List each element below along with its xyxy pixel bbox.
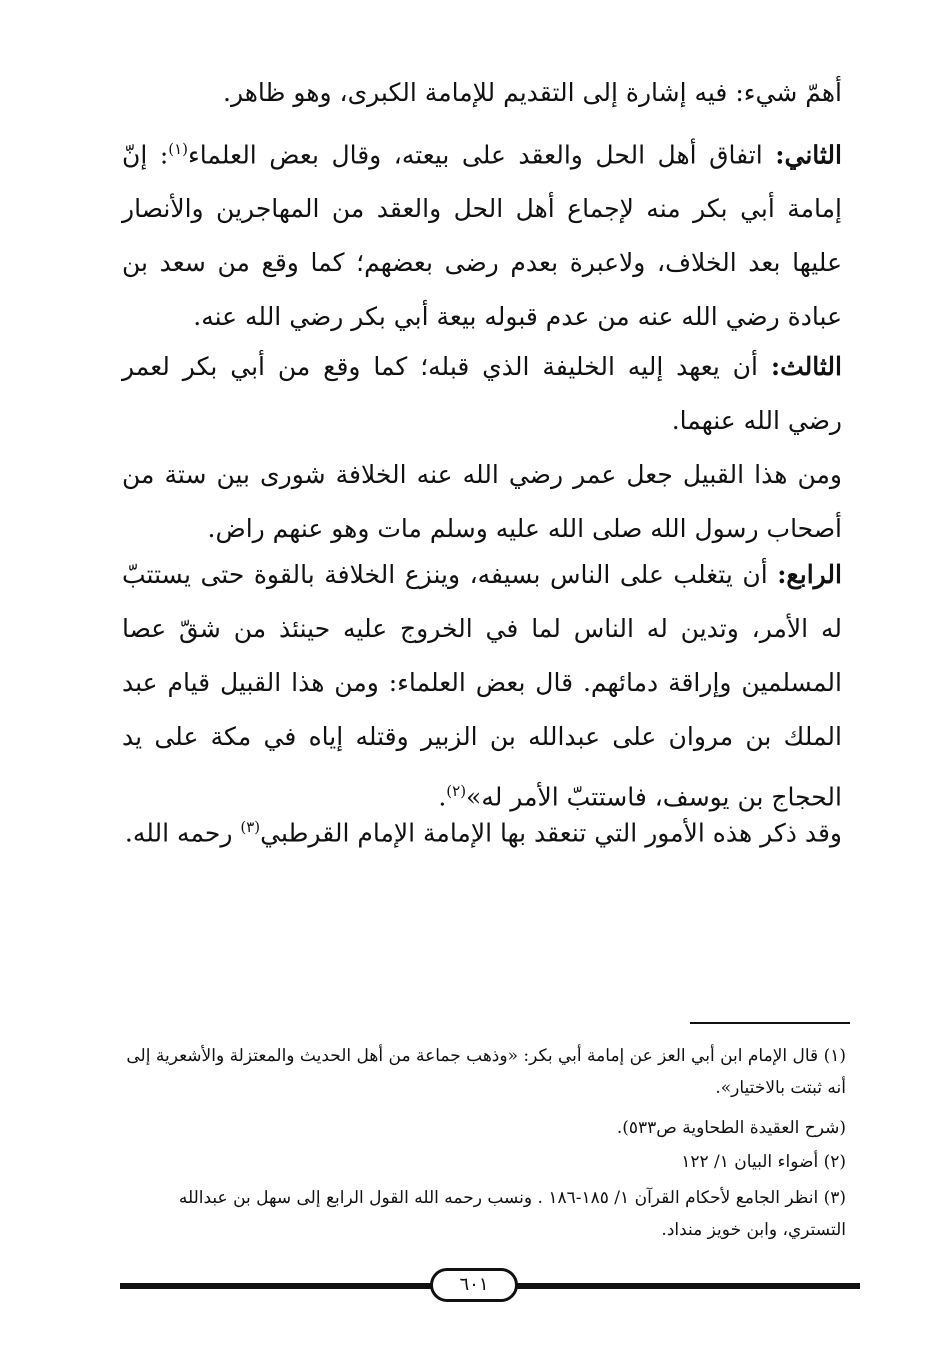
paragraph-third [122, 340, 842, 448]
footnote-ref-1[interactable]: (١) [168, 140, 189, 158]
footnote-2 [120, 1146, 846, 1178]
footnote-ref-2[interactable]: (٢) [446, 782, 467, 800]
footnote-1 [120, 1040, 846, 1104]
paragraph-intro [122, 66, 842, 120]
paragraph-shura [122, 448, 842, 556]
paragraph-intro-text: أهمّ شيء: فيه إشارة إلى التقديم للإمامة الكبرى، وهو ظاهر. [223, 78, 842, 107]
footnote-3-text: (٣) انظر الجامع لأحكام القرآن ١/ ١٨٥-١٨٦ . ونسب رحمه الله القول الرابع إلى سهل بن عبدالله التستري، وابن خويز منداد. [178, 1188, 846, 1240]
paragraph-fourth-text: أن يتغلب على الناس بسيفه، وينزع الخلافة بالقوة حتى يستتبّ له الأمر، وتدين له الناس لما في الخروج عليه حينئذ من شقّ عصا المسلمين وإراقة دمائهم. قال بعض العلماء: ومن هذا القبيل قيام عبد الملك بن مروان على عبدالله بن الزبير وقتله إياه في مكة على يد الحجاج بن يوسف، فاستتبّ الأمر له» [122, 560, 842, 812]
page-number [430, 1268, 518, 1302]
paragraph-fourth-end: . [438, 782, 447, 812]
footnote-ref-3[interactable]: (٣) [240, 818, 261, 836]
footnote-3 [120, 1182, 846, 1246]
paragraph-third-text: أن يعهد إليه الخليفة الذي قبله؛ كما وقع من أبي بكر لعمر رضي الله عنهما. [122, 352, 842, 435]
footnote-1-source-text: (شرح العقيدة الطحاوية ص٥٣٣). [616, 1118, 846, 1138]
footnote-divider [690, 1022, 850, 1024]
footnote-2-text: (٢) أضواء البيان ١/ ١٢٢ [681, 1152, 846, 1172]
heading-third: الثالث: [770, 352, 842, 381]
heading-second: الثاني: [775, 140, 842, 170]
paragraph-second-text: اتفاق أهل الحل والعقد على بيعته، وقال بعض العلماء [188, 140, 763, 170]
paragraph-fourth [122, 548, 842, 824]
footnote-1-source [120, 1112, 846, 1144]
paragraph-qurtubi-text: وقد ذكر هذه الأمور التي تنعقد بها الإمامة الإمام القرطبي [260, 818, 842, 848]
page-number-text: ٦٠١ [459, 1274, 489, 1295]
paragraph-second [122, 122, 842, 344]
footnote-1-text: (١) قال الإمام ابن أبي العز عن إمامة أبي بكر: «وذهب جماعة من أهل الحديث والمعتزلة والأشعرية إلى أنه ثبتت بالاختيار». [126, 1046, 846, 1098]
paragraph-qurtubi-rest: رحمه الله. [124, 818, 241, 848]
paragraph-shura-text: ومن هذا القبيل جعل عمر رضي الله عنه الخلافة شورى بين ستة من أصحاب رسول الله صلى الله عليه وسلم مات وهو عنهم راض. [122, 460, 842, 543]
paragraph-second-rest: : إنّ إمامة أبي بكر منه لإجماع أهل الحل والعقد من المهاجرين والأنصار عليها بعد الخلاف، ولاعبرة بعدم رضى بعضهم؛ كما وقع من سعد بن عبادة رضي الله عنه من عدم قبوله بيعة أبي بكر رضي الله عنه. [122, 140, 842, 332]
heading-fourth: الرابع: [777, 560, 842, 589]
paragraph-qurtubi [122, 800, 842, 860]
